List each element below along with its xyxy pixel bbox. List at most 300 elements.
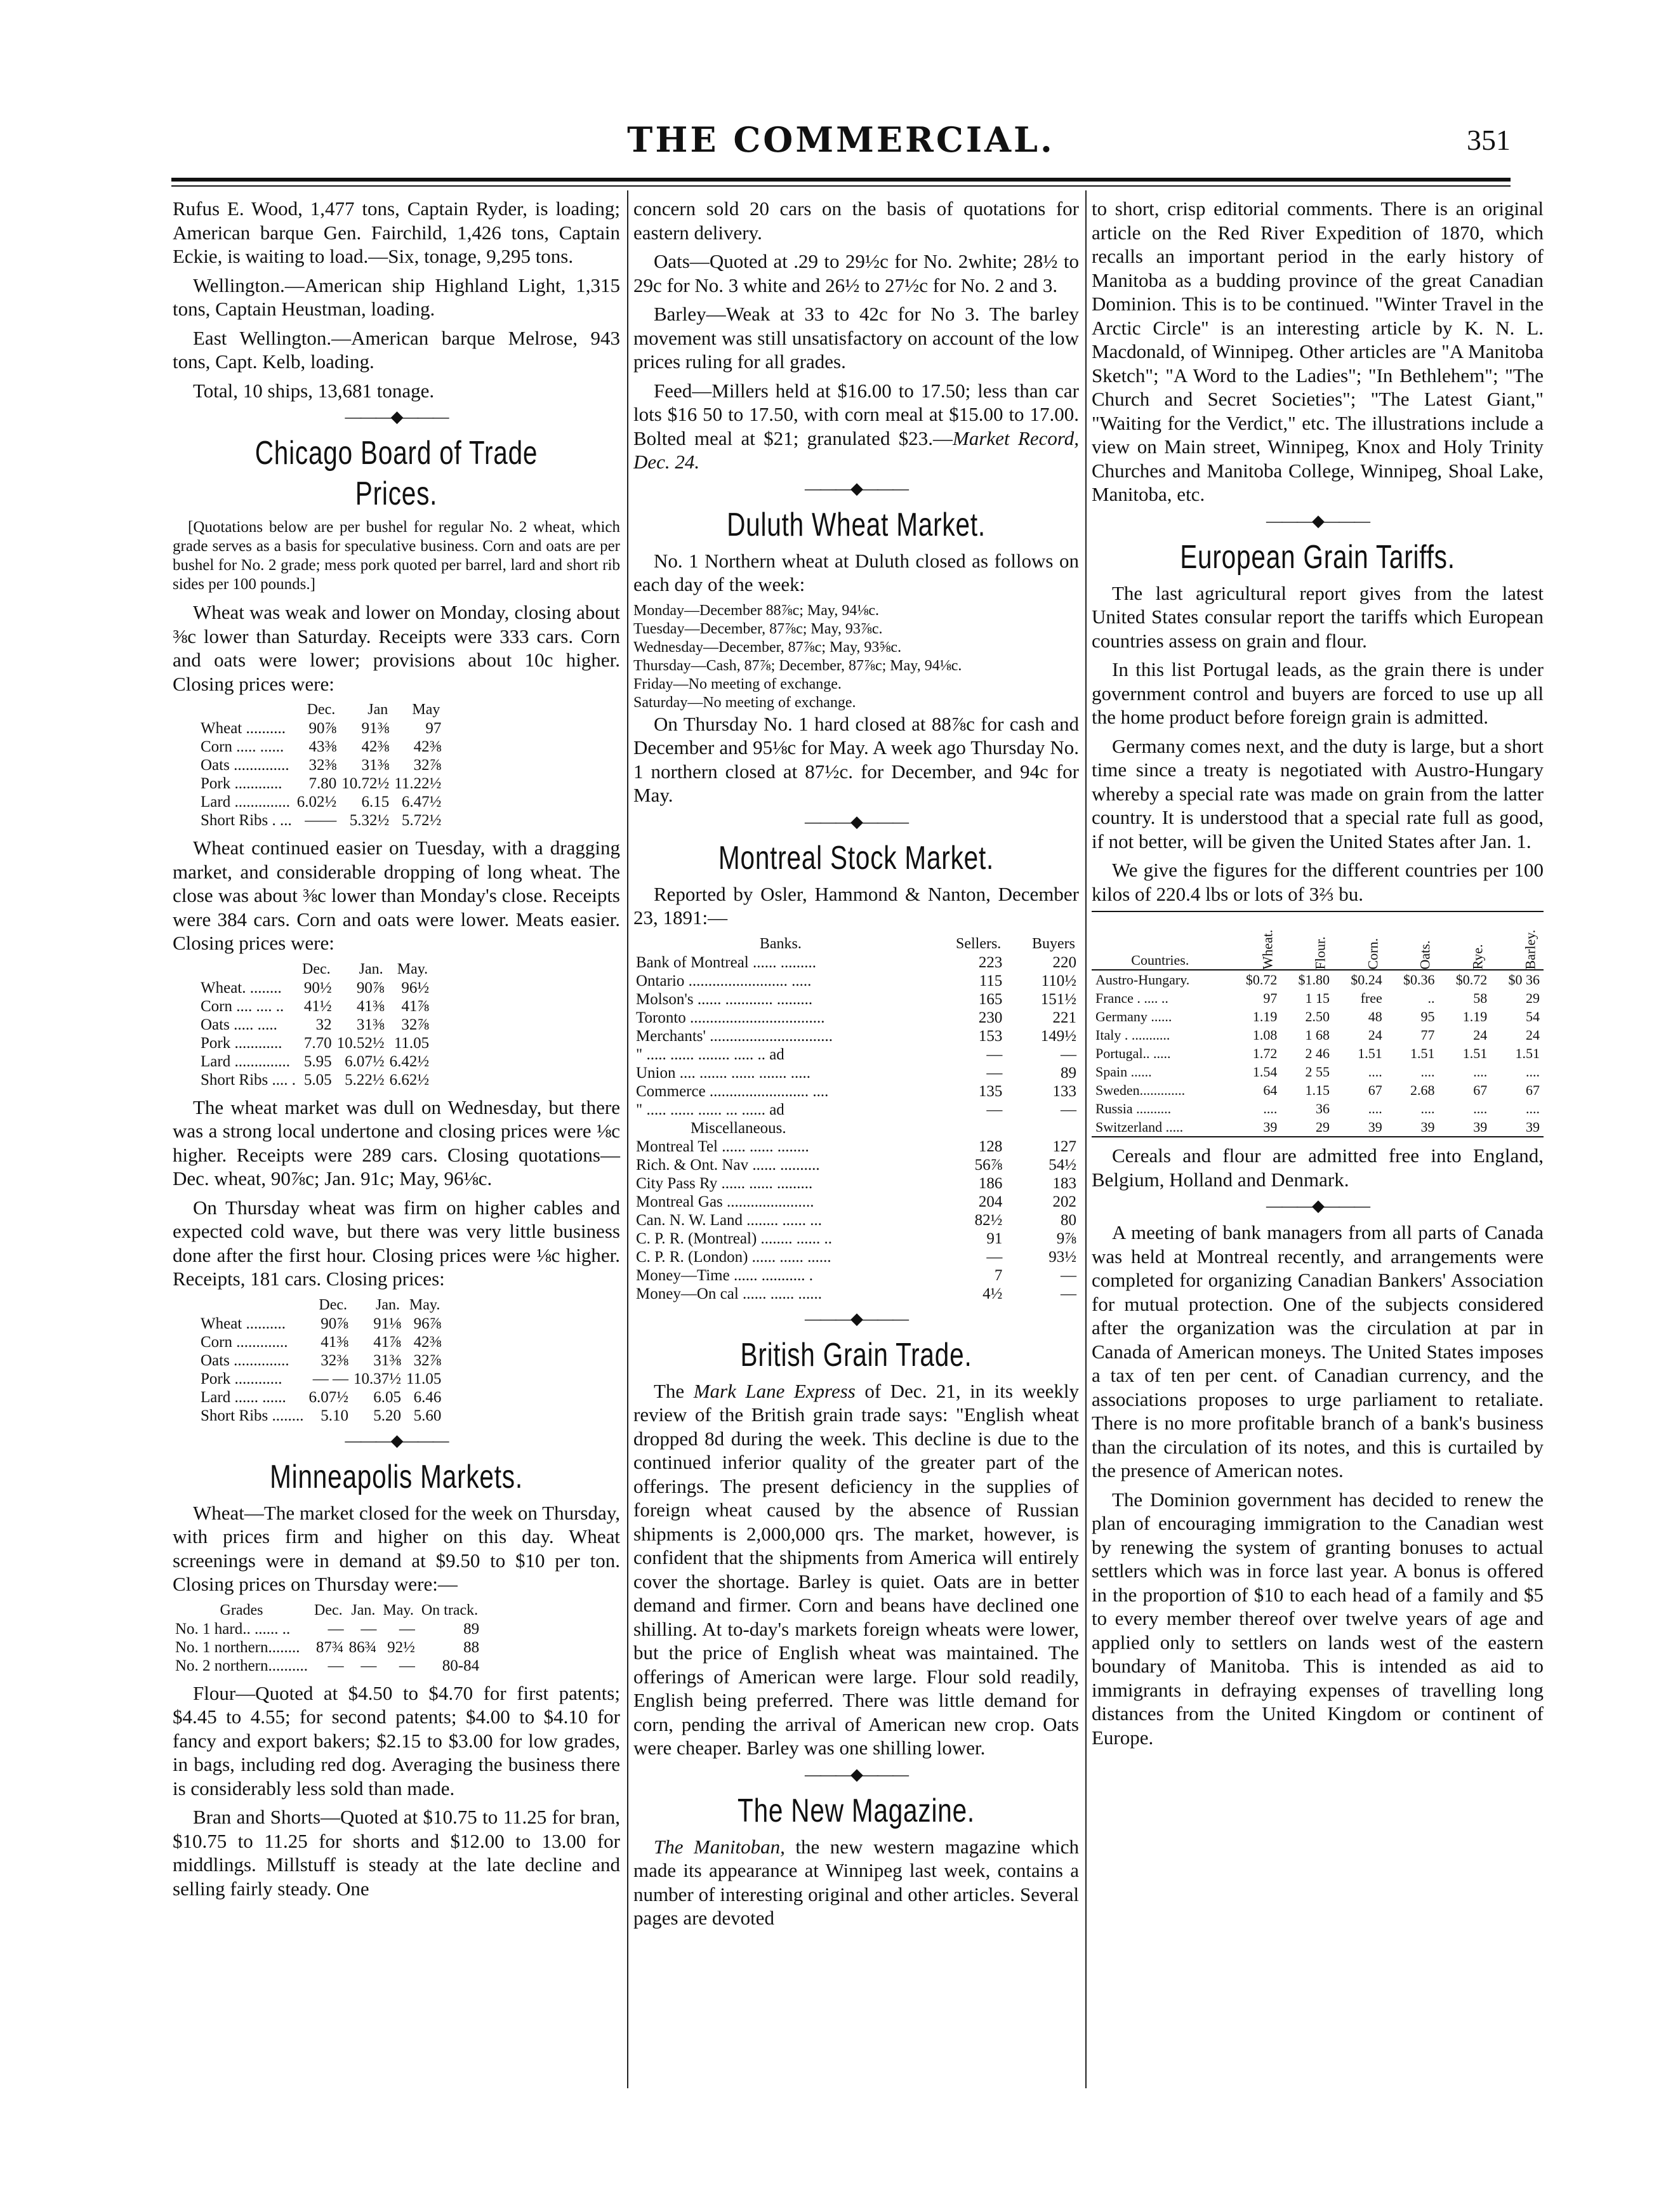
table-cell: 5.60: [413, 1407, 442, 1424]
british-text-a: The: [654, 1379, 694, 1402]
table-cell: 1.08: [1252, 1027, 1278, 1043]
table-cell: 54½: [1048, 1156, 1076, 1174]
table-cell: Merchants' ...............................: [636, 1027, 833, 1045]
table-header-cell: Dec.: [307, 701, 336, 718]
table-cell: 10.72½: [341, 775, 390, 792]
masthead-title: THE COMMERCIAL.: [627, 119, 1055, 160]
table-cell: 2.50: [1305, 1009, 1330, 1024]
table-row: [633, 990, 1079, 1009]
table-row: [198, 1016, 432, 1034]
table-cell: Ontario ......................... .....: [636, 972, 812, 990]
table-cell: 41⅞: [401, 997, 430, 1015]
column-divider-1: [627, 190, 628, 2088]
british-grain-heading: British Grain Trade.: [740, 1336, 972, 1374]
masthead-rule-thin: [171, 185, 1511, 187]
table-cell: —: [1061, 1101, 1076, 1118]
table-cell: 9⅞: [1056, 1229, 1076, 1247]
table-cell: Short Ribs .... .: [201, 1071, 296, 1089]
table-header-cell: Barley.: [1522, 929, 1538, 970]
table-cell: 5.05: [303, 1071, 332, 1089]
table-cell: Corn .... .... ..: [201, 997, 284, 1015]
section-separator: ———◆———: [1266, 511, 1369, 530]
table-cell: —: [399, 1620, 415, 1638]
table-row: [198, 719, 444, 738]
table-cell: 5.20: [373, 1407, 402, 1424]
table-cell: 41⅞: [373, 1333, 402, 1351]
table-cell: 7.70: [303, 1034, 332, 1052]
continued-paragraph: concern sold 20 cars on the basis of quotations for eastern delivery.: [633, 197, 1079, 244]
table-cell: —: [1061, 1266, 1076, 1284]
table-cell: ....: [1526, 1064, 1540, 1080]
table-cell: 91⅛: [373, 1315, 402, 1332]
table-row: [173, 1620, 482, 1638]
flour-paragraph: Flour—Quoted at $4.50 to $4.70 for first patents; $4.45 to 4.55; for second patents; $4.00 to $4.10 for fancy and export bakers; $2.15 to $3.00 for low grades, in bags, including red dog. Averaging the business there is considerably less sold than made.: [173, 1681, 620, 1799]
tariffs-heading: European Grain Tariffs.: [1180, 538, 1455, 576]
table-cell: 29: [1526, 990, 1540, 1006]
table-cell: 7: [994, 1266, 1003, 1284]
table-cell: —: [986, 1045, 1003, 1063]
table-cell: Toronto ..................................: [636, 1009, 825, 1026]
table-cell: —: [399, 1657, 415, 1674]
table-cell: Wheat. ........: [201, 979, 282, 997]
table-cell: 91: [986, 1229, 1003, 1247]
table-cell: $0.72: [1455, 972, 1488, 988]
minneapolis-heading: Minneapolis Markets.: [270, 1458, 523, 1495]
table-header-cell: Corn.: [1365, 938, 1381, 970]
table-cell: Wheat ..........: [201, 720, 286, 737]
table-cell: 202: [1052, 1193, 1076, 1210]
table-row: [633, 1266, 1079, 1285]
table-cell: 32⅜: [308, 757, 337, 774]
table-cell: 31⅜: [373, 1351, 402, 1369]
table-cell: $0.36: [1403, 972, 1435, 988]
table-cell: 5.72½: [401, 812, 442, 829]
table-cell: C. P. R. (London) ...... ...... ......: [636, 1248, 831, 1266]
table-cell: 41⅜: [321, 1333, 349, 1351]
table-cell: 221: [1052, 1009, 1076, 1026]
table-row: [1092, 1063, 1544, 1081]
ships-paragraph: Rufus E. Wood, 1,477 tons, Captain Ryder, is loading; American barque Gen. Fairchild, 1,426 tons, Captain Eckie, is waiting to load.—Six, tonage, 9,295 tons.: [173, 197, 620, 267]
wednesday-paragraph: The wheat market was dull on Wednesday, but there was a strong local undertone and closing prices were ⅛c higher. Receipts were 289 cars. Closing quotations—Dec. wheat, 90⅞c; Jan. 91c; May, 96⅛c.: [173, 1096, 620, 1189]
section-separator: ———◆———: [805, 1309, 908, 1328]
table-cell: —: [1061, 1045, 1076, 1063]
table-header-cell: Dec.: [319, 1296, 348, 1313]
tuesday-paragraph: Wheat continued easier on Tuesday, with a dragging market, and considerable dropping of long wheat. The close was about ⅜c lower than Monday's close. Receipts were 384 cars. Corn and oats were lower. Meats easier. Closing prices were:: [173, 837, 620, 954]
table-row: [1092, 970, 1544, 989]
table-cell: 1.19: [1462, 1009, 1488, 1024]
duluth-heading: Duluth Wheat Market.: [727, 506, 986, 543]
table-cell: 115: [979, 972, 1003, 990]
table-cell: Lard ..............: [201, 793, 290, 811]
duluth-thursday-paragraph: On Thursday No. 1 hard closed at 88⅞c for cash and December and 95⅛c for May. A week ago Thursday No. 1 northern closed at 87½c. for December, and 94c for May.: [633, 712, 1079, 806]
table-cell: 223: [978, 953, 1003, 971]
table-cell: 220: [1052, 953, 1076, 971]
table-cell: 89: [463, 1620, 480, 1638]
column-divider-2: [1085, 190, 1087, 2088]
table-row: [198, 1052, 432, 1071]
table-cell: 11.05: [394, 1034, 430, 1052]
table-cell: 110½: [1041, 972, 1076, 990]
table-cell: Wheat ..........: [201, 1315, 286, 1332]
total-ships-paragraph: Total, 10 ships, 13,681 tonage.: [193, 379, 435, 402]
table-header-cell: Oats.: [1417, 940, 1433, 970]
table-cell: 1 68: [1305, 1027, 1330, 1043]
barley-paragraph: Barley—Weak at 33 to 42c for No 3. The barley movement was still unsatisfactory on account of the low prices ruling for all grades.: [633, 303, 1079, 373]
minneapolis-wheat-paragraph: Wheat—The market closed for the week on Thursday, with prices firm and higher on this day. Wheat screenings were in demand at $9.50 to $10 per ton. Closing prices on Thursday were:—: [173, 1501, 620, 1595]
table-cell: 32⅞: [413, 1351, 442, 1369]
table-row: [173, 1638, 482, 1657]
page-number: 351: [1467, 124, 1511, 156]
table-cell: Oats ..... .....: [201, 1016, 277, 1033]
bran-paragraph: Bran and Shorts—Quoted at $10.75 to 11.25 for bran, $10.75 to 11.25 for shorts and $12.00 to 13.00 for middlings. Millstuff is steady at the late decline and selling fairly steady. One: [173, 1806, 620, 1900]
table-row: [633, 1009, 1079, 1027]
table-row: [633, 953, 1079, 972]
table-row: [633, 1082, 1079, 1101]
british-text-b: of Dec. 21, in its weekly review of the British grain trade says: "English wheat dropped 8d during the week. This decline is due to the continued inferior quality of the greater part of the offerings. The present deficiency in the supplies of foreign wheat caused by the absence of Russian shipments is 2,000,000 qrs. The market, however, is confident that the shipments from America will entirely cover the shortage. Barley is quiet. Oats are in better demand and firmer. Corn and beans have declined one shilling. At to-day's markets foreign wheats were lower, but the price of English wheat was maintained. The offerings of American were large. Flour sold readily, English being preferred. There was little demand for corn, pending the arrival of American new crop. Oats were cheaper. Barley was one shilling lower.: [633, 1379, 1079, 1759]
table-header-cell: Banks.: [759, 935, 802, 952]
bank-managers-paragraph: A meeting of bank managers from all parts of Canada was held at Montreal recently, and arrangements were completed for organizing Canadian Bankers' Association for mutual protection. One of the subjects considered after the organization was the circulation at par in Canada of American moneys. The United States imposes a tax of ten per cent. of Canadian currency, and the associations proposes to urge parliament to retaliate. There is no more profitable branch of a bank's business than the circulation of its notes, and this is curtailed by the presence of American notes.: [1092, 1221, 1544, 1481]
table-cell: 93½: [1048, 1248, 1076, 1266]
section-separator: ———◆———: [345, 407, 448, 426]
table-cell: 24: [1526, 1027, 1540, 1043]
table-cell: C. P. R. (Montreal) ........ ...... ..: [636, 1229, 833, 1247]
table-cell: Short Ribs . ...: [201, 812, 292, 829]
table-cell: $0.24: [1351, 972, 1382, 988]
tariffs-table: [1092, 911, 1544, 1137]
table-cell: Lard ..............: [201, 1052, 290, 1070]
table-cell: — —: [312, 1370, 349, 1388]
table-cell: 97: [1263, 990, 1278, 1006]
table-row: [633, 1248, 1079, 1266]
table-cell: 1.19: [1252, 1009, 1278, 1024]
table-header-cell: [198, 701, 294, 719]
table-header-cell: Countries.: [1131, 952, 1189, 968]
table-cell: 183: [1052, 1174, 1076, 1192]
table-cell: Short Ribs ........: [201, 1407, 304, 1424]
list-item: Wednesday—December, 87⅞c; May, 93⅝c.: [633, 639, 902, 656]
thursday-prices-table: [198, 1296, 444, 1425]
table-cell: 6.07½: [345, 1052, 385, 1070]
table-cell: 80: [1061, 1211, 1076, 1229]
table-cell: Pork ............: [201, 1034, 282, 1052]
table-cell: ....: [1420, 1064, 1435, 1080]
table-row: [198, 811, 444, 830]
table-cell: Sweden.............: [1095, 1082, 1186, 1098]
table-cell: 90⅞: [321, 1315, 349, 1332]
table-cell: 1.51: [1515, 1045, 1540, 1061]
table-row: [633, 1119, 1079, 1137]
table-header-cell: Flour.: [1312, 936, 1328, 970]
table-cell: Corn .............: [201, 1333, 288, 1351]
duluth-paragraph: No. 1 Northern wheat at Duluth closed as follows on each day of the week:: [633, 549, 1079, 595]
table-cell: 42⅜: [413, 1333, 442, 1351]
cereals-paragraph: Cereals and flour are admitted free into England, Belgium, Holland and Denmark.: [1092, 1144, 1544, 1191]
table-header-cell: May.: [409, 1296, 440, 1313]
section-separator: ———◆———: [805, 812, 908, 831]
table-cell: 87¾: [315, 1638, 344, 1656]
table-cell: " ..... ...... ........ ..... .. ad: [636, 1045, 784, 1063]
table-cell: 67: [1368, 1082, 1382, 1098]
table-cell: No. 1 northern........: [175, 1638, 300, 1656]
list-item: Thursday—Cash, 87⅞; December, 87⅞c; May, 94⅛c.: [633, 657, 962, 674]
table-cell: Pork ............: [201, 1370, 282, 1388]
table-cell: 54: [1526, 1009, 1540, 1024]
table-row: [633, 1211, 1079, 1229]
table-cell: 64: [1263, 1082, 1278, 1098]
table-cell: 133: [1052, 1082, 1076, 1100]
table-cell: —: [327, 1620, 344, 1638]
table-header-cell: [198, 960, 298, 979]
table-cell: Rich. & Ont. Nav ...... ..........: [636, 1156, 820, 1174]
table-cell: 95: [1420, 1009, 1435, 1024]
table-cell: 92½: [387, 1638, 415, 1656]
table-cell: 5.32½: [349, 812, 390, 829]
table-cell: Oats ..............: [201, 757, 289, 774]
table-cell: 90⅞: [356, 979, 385, 997]
table-row: [198, 1034, 432, 1052]
table-cell: 89: [1061, 1064, 1076, 1082]
magazine-continued-paragraph: to short, crisp editorial comments. There is an original article on the Red River Expedition of 1870, which recalls an important period in the early history of Manitoba as a budding province of the great Canadian Dominion. This is to be continued. "Winter Travel in the Arctic Circle" is an interesting article by K. N. L. Macdonald, of Winnipeg. Other articles are "A Manitoba Sketch"; "A Word to the Ladies"; "In Bethlehem"; "The Church and Secret Societies"; "The Latest Giant," "Waiting for the Verdict," etc. The illustrations include a view on Main street, Winnipeg, Knox and Holy Trinity Churches and Manitoba College, Winnipeg, Shoal Lake, Manitoba, etc.: [1092, 197, 1544, 505]
table-cell: —: [1061, 1285, 1076, 1302]
tariffs-paragraph-3: Germany comes next, and the duty is large, but a short time since a treaty is negotiated with Austro-Hungary whereby a special rate was made on grain from the latter country. It is understood that a special rate full as good, if not better, will be given the United States after Jan. 1.: [1092, 734, 1544, 852]
table-cell: $0 36: [1508, 972, 1540, 988]
table-cell: 6.46: [413, 1388, 442, 1406]
table-cell: 11.22½: [394, 775, 442, 792]
table-cell: —: [986, 1248, 1003, 1266]
table-header-cell: Wheat.: [1259, 929, 1276, 970]
table-cell: 5.22½: [345, 1071, 385, 1089]
feed-text: Feed—Millers held at $16.00 to 17.50; less than car lots $16 50 to 17.50, with corn meal at $15.00 to 17.00. Bolted meal at $21; granulated $23.—: [633, 379, 1079, 449]
table-cell: 6.47½: [401, 793, 442, 811]
table-cell: 6.05: [373, 1388, 402, 1406]
table-cell: 5.95: [303, 1052, 332, 1070]
table-cell: 2 46: [1305, 1045, 1330, 1061]
table-cell: 90½: [303, 979, 332, 997]
table-cell: 56⅞: [974, 1156, 1003, 1174]
table-cell: 6.15: [361, 793, 390, 811]
table-cell: Switzerland .....: [1095, 1119, 1184, 1135]
table-cell: Spain ......: [1095, 1064, 1152, 1080]
table-row: [198, 756, 444, 774]
table-row: [1092, 1081, 1544, 1099]
column-3: [1092, 197, 1544, 1754]
table-cell: 39: [1526, 1119, 1540, 1135]
table-cell: 135: [978, 1082, 1003, 1100]
table-cell: free: [1360, 990, 1382, 1006]
table-cell: 86¾: [348, 1638, 377, 1656]
table-row: [633, 1174, 1079, 1193]
table-row: [198, 1315, 444, 1333]
table-cell: 165: [978, 990, 1003, 1008]
magazine-paragraph: [633, 1835, 1079, 1930]
table-cell: —: [327, 1657, 344, 1674]
tuesday-prices-table: [198, 960, 432, 1089]
table-cell: No. 2 northern..........: [175, 1657, 308, 1674]
table-cell: 127: [1052, 1137, 1076, 1155]
minneapolis-prices-table: [173, 1601, 482, 1675]
table-cell: Can. N. W. Land ........ ...... ...: [636, 1211, 823, 1229]
monday-paragraph: Wheat was weak and lower on Monday, closing about ⅜c lower than Saturday. Receipts were 333 cars. Corn and oats were lower; provisions about 10c higher. Closing prices were:: [173, 601, 620, 695]
table-cell: 5.10: [321, 1407, 349, 1424]
table-cell: $0.72: [1245, 972, 1278, 988]
chicago-heading: Chicago Board of Trade Prices.: [255, 435, 538, 512]
table-cell: ....: [1368, 1064, 1382, 1080]
table-header-cell: Jan.: [359, 960, 383, 977]
table-cell: ....: [1263, 1101, 1278, 1116]
table-cell: 31⅜: [361, 757, 390, 774]
table-row: [1092, 989, 1544, 1007]
table-row: [198, 997, 432, 1016]
table-row: [198, 1388, 444, 1407]
table-cell: 80-84: [442, 1657, 480, 1674]
table-row: [1092, 1118, 1544, 1137]
table-header-cell: Dec.: [314, 1601, 343, 1619]
table-cell: Bank of Montreal ...... .........: [636, 953, 816, 971]
table-cell: No. 1 hard.. ...... ..: [175, 1620, 291, 1638]
table-row: [198, 1333, 444, 1351]
list-item: Monday—December 88⅞c; May, 94⅛c.: [633, 602, 879, 619]
list-item: Saturday—No meeting of exchange.: [633, 694, 856, 711]
table-header-cell: Sellers.: [955, 935, 1002, 952]
east-wellington-paragraph: East Wellington.—American barque Melrose, 943 tons, Capt. Kelb, loading.: [173, 326, 620, 373]
table-cell: France . .... ..: [1095, 990, 1168, 1006]
table-cell: 204: [978, 1193, 1003, 1210]
table-cell: —: [986, 1101, 1003, 1118]
monday-prices-table: [198, 701, 444, 830]
table-cell: Germany ......: [1095, 1009, 1172, 1024]
column-1: [173, 197, 620, 1905]
table-cell: 58: [1473, 990, 1488, 1006]
table-cell: 1.51: [1410, 1045, 1435, 1061]
table-cell: 36: [1316, 1101, 1330, 1116]
table-cell: 77: [1420, 1027, 1435, 1043]
table-cell: Montreal Tel ...... ...... ........: [636, 1137, 809, 1155]
table-row: [198, 1351, 444, 1370]
table-cell: ..: [1427, 990, 1435, 1006]
table-cell: Money—Time ...... ........... .: [636, 1266, 813, 1284]
table-cell: 39: [1473, 1119, 1488, 1135]
table-row: [198, 774, 444, 793]
table-cell: Italy . ...........: [1095, 1027, 1170, 1043]
table-cell: 96⅞: [413, 1315, 442, 1332]
table-cell: 32⅜: [321, 1351, 349, 1369]
wellington-paragraph: Wellington.—American ship Highland Light, 1,315 tons, Captain Heustman, loading.: [173, 274, 620, 320]
table-header-cell: Grades: [220, 1601, 263, 1619]
table-cell: 24: [1368, 1027, 1382, 1043]
table-cell: 97: [425, 720, 442, 737]
table-cell: 41½: [303, 997, 332, 1015]
table-cell: Commerce ......................... ....: [636, 1082, 829, 1100]
table-cell: 67: [1526, 1082, 1540, 1098]
table-cell: 91⅜: [361, 720, 390, 737]
british-paper-name: Mark Lane Express: [693, 1379, 856, 1402]
table-cell: 149½: [1040, 1027, 1076, 1045]
table-header-cell: Rye.: [1469, 944, 1486, 970]
list-item: Friday—No meeting of exchange.: [633, 675, 842, 692]
magazine-heading: The New Magazine.: [737, 1792, 975, 1829]
table-row: [1092, 1099, 1544, 1118]
table-row: [198, 793, 444, 811]
table-cell: Portugal.. .....: [1095, 1045, 1171, 1061]
table-cell: 1 15: [1305, 990, 1330, 1006]
table-cell: 6.42½: [389, 1052, 430, 1070]
table-header-cell: On track.: [421, 1601, 479, 1619]
table-cell: Oats ..............: [201, 1351, 289, 1369]
section-separator: ———◆———: [805, 1765, 908, 1784]
table-row: [633, 972, 1079, 990]
table-cell: ——: [305, 812, 337, 829]
magazine-name: The Manitoban,: [654, 1835, 785, 1858]
table-cell: 96½: [401, 979, 430, 997]
oats-paragraph: Oats—Quoted at .29 to 29½c for No. 2white; 28½ to 29c for No. 3 white and 26½ to 27½c for No. 2 and 3.: [633, 250, 1079, 296]
chicago-note: [Quotations below are per bushel for regular No. 2 wheat, which grade serves as a basis for speculative business. Corn and oats are per bushel for No. 2 grade; mess pork quoted per barrel, lard and short rib sides per 100 pounds.]: [173, 519, 620, 593]
table-cell: 186: [978, 1174, 1003, 1192]
thursday-paragraph: On Thursday wheat was firm on higher cables and expected cold wave, but there was very little business done after the first hour. Closing prices were ⅛c higher. Receipts, 181 cars. Closing prices:: [173, 1196, 620, 1290]
table-cell: Montreal Gas ......................: [636, 1193, 814, 1210]
table-cell: 42⅜: [413, 738, 442, 755]
table-cell: Union .... ....... ...... ....... .....: [636, 1064, 810, 1082]
table-header-cell: May.: [383, 1601, 414, 1619]
table-row: [633, 1027, 1079, 1045]
list-item: Tuesday—December, 87⅞c; May, 93⅞c.: [633, 620, 883, 637]
table-cell: —: [986, 1064, 1003, 1082]
table-row: [198, 1071, 432, 1089]
table-cell: 1.51: [1462, 1045, 1488, 1061]
table-cell: 42⅜: [361, 738, 390, 755]
table-cell: 4½: [982, 1285, 1003, 1302]
table-cell: 10.52½: [336, 1034, 385, 1052]
table-cell: 41⅜: [356, 997, 385, 1015]
section-separator: ———◆———: [1266, 1196, 1369, 1215]
table-cell: 24: [1473, 1027, 1488, 1043]
table-cell: 39: [1368, 1119, 1382, 1135]
table-cell: 67: [1473, 1082, 1488, 1098]
table-row: [1092, 1044, 1544, 1063]
table-cell: 31⅜: [356, 1016, 385, 1033]
table-cell: 90⅞: [308, 720, 337, 737]
table-cell: ....: [1473, 1064, 1488, 1080]
masthead: [171, 119, 1511, 174]
table-cell: Corn ..... ......: [201, 738, 284, 755]
table-cell: Lard ...... ......: [201, 1388, 286, 1406]
tariffs-paragraph-1: The last agricultural report gives from the latest United States consular report the tariffs which European countries assess on grain and flour.: [1092, 581, 1544, 652]
table-cell: 230: [978, 1009, 1003, 1026]
table-cell: 43⅜: [308, 738, 337, 755]
table-cell: 128: [978, 1137, 1003, 1155]
table-header-cell: Dec.: [302, 960, 331, 977]
table-cell: $1.80: [1298, 972, 1330, 988]
table-row: [198, 738, 444, 756]
table-cell: 7.80: [308, 775, 337, 792]
table-cell: 1.51: [1358, 1045, 1382, 1061]
table-cell: 2 55: [1305, 1064, 1330, 1080]
tariffs-paragraph-4: We give the figures for the different countries per 100 kilos of 220.4 lbs or lots of 3⅔ bu.: [1092, 859, 1544, 905]
table-header-cell: Buyers: [1032, 935, 1075, 952]
table-cell: 39: [1263, 1119, 1278, 1135]
table-cell: ....: [1368, 1101, 1382, 1116]
table-row: [173, 1657, 482, 1675]
table-cell: 48: [1368, 1009, 1382, 1024]
masthead-rule-thick: [171, 178, 1511, 182]
british-grain-paragraph: [633, 1379, 1079, 1760]
table-cell: 6.62½: [389, 1071, 430, 1089]
table-row: [1092, 1026, 1544, 1044]
montreal-stocks-table: [633, 935, 1079, 1303]
feed-source: Market Record, Dec. 24.: [633, 427, 1079, 473]
table-cell: —: [360, 1657, 377, 1674]
table-cell: 6.02½: [296, 793, 337, 811]
table-row: [198, 1407, 444, 1425]
